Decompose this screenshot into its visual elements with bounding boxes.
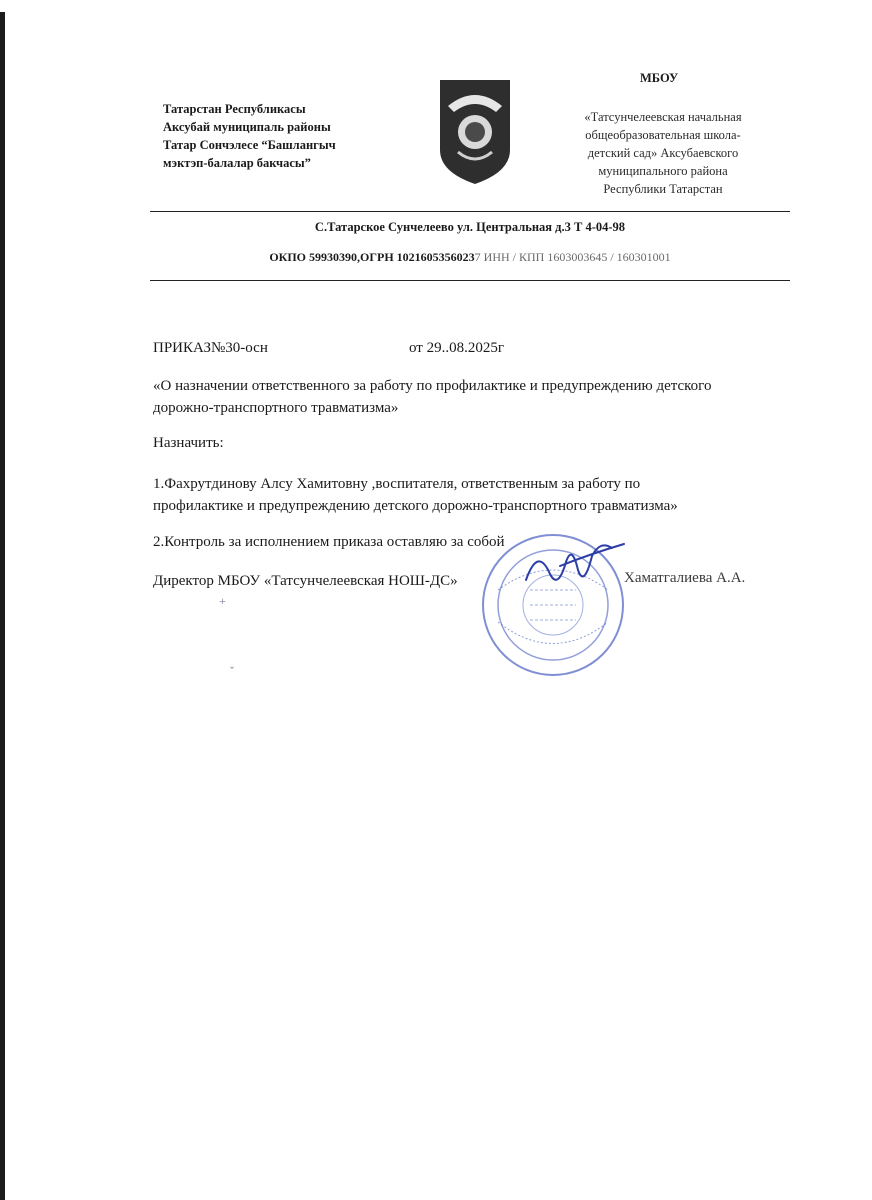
header-right-line: «Татсунчелеевская начальная <box>584 110 742 124</box>
codes-main: ОКПО 59930390,ОГРН 1021605356023 <box>269 250 475 264</box>
scan-edge <box>0 12 5 1200</box>
order-number: ПРИКАЗ№30-осн <box>153 340 268 356</box>
header-left-line: мэктэп-балалар бакчасы” <box>163 156 311 170</box>
order-item-2: 2.Контроль за исполнением приказа оставляю за собой <box>153 534 505 550</box>
header-right-line: муниципального района <box>598 164 728 178</box>
header-right-line: Республики Татарстан <box>603 182 723 196</box>
appoint-label: Назначить: <box>153 435 224 451</box>
header-divider <box>150 280 790 281</box>
header-right-title: МБОУ <box>640 71 679 85</box>
header-right-line: общеобразовательная школа- <box>585 128 741 142</box>
order-item-1 <box>153 473 833 517</box>
registration-codes <box>150 250 790 265</box>
coat-of-arms-emblem <box>436 76 514 188</box>
codes-rest: 7 ИНН / КПП 1603003645 / 160301001 <box>474 250 671 264</box>
order-title <box>153 375 833 419</box>
scan-speck: + <box>219 594 226 608</box>
order-item-line: 1.Фахрутдинову Алсу Хамитовну ,воспитателя, ответственным за работу по <box>153 476 641 492</box>
header-divider <box>150 211 790 212</box>
header-right-block <box>553 108 773 198</box>
order-item-line: профилактике и предупреждению детского дорожно-транспортного травматизма» <box>153 498 678 514</box>
order-title-line: дорожно-транспортного травматизма» <box>153 400 399 416</box>
order-date: от 29..08.2025г <box>409 340 505 356</box>
scan-speck: ˇ <box>230 664 234 678</box>
director-name: Хаматгалиева А.А. <box>624 570 746 586</box>
header-left-line: Аксубай муниципаль районы <box>163 120 331 134</box>
director-title: Директор МБОУ «Татсунчелеевская НОШ-ДС» <box>153 573 458 589</box>
order-title-line: «О назначении ответственного за работу по профилактике и предупреждению детского <box>153 378 712 394</box>
header-left-line: Татар Сончэлесе “Башлангыч <box>163 138 336 152</box>
header-right-line: детский сад» Аксубаевского <box>587 146 739 160</box>
header-left-line: Татарстан Республикасы <box>163 102 306 116</box>
director-signature <box>520 536 630 596</box>
header-left-block <box>163 100 393 172</box>
address-line: С.Татарское Сунчелеево ул. Центральная д.3 Т 4-04-98 <box>314 220 626 234</box>
